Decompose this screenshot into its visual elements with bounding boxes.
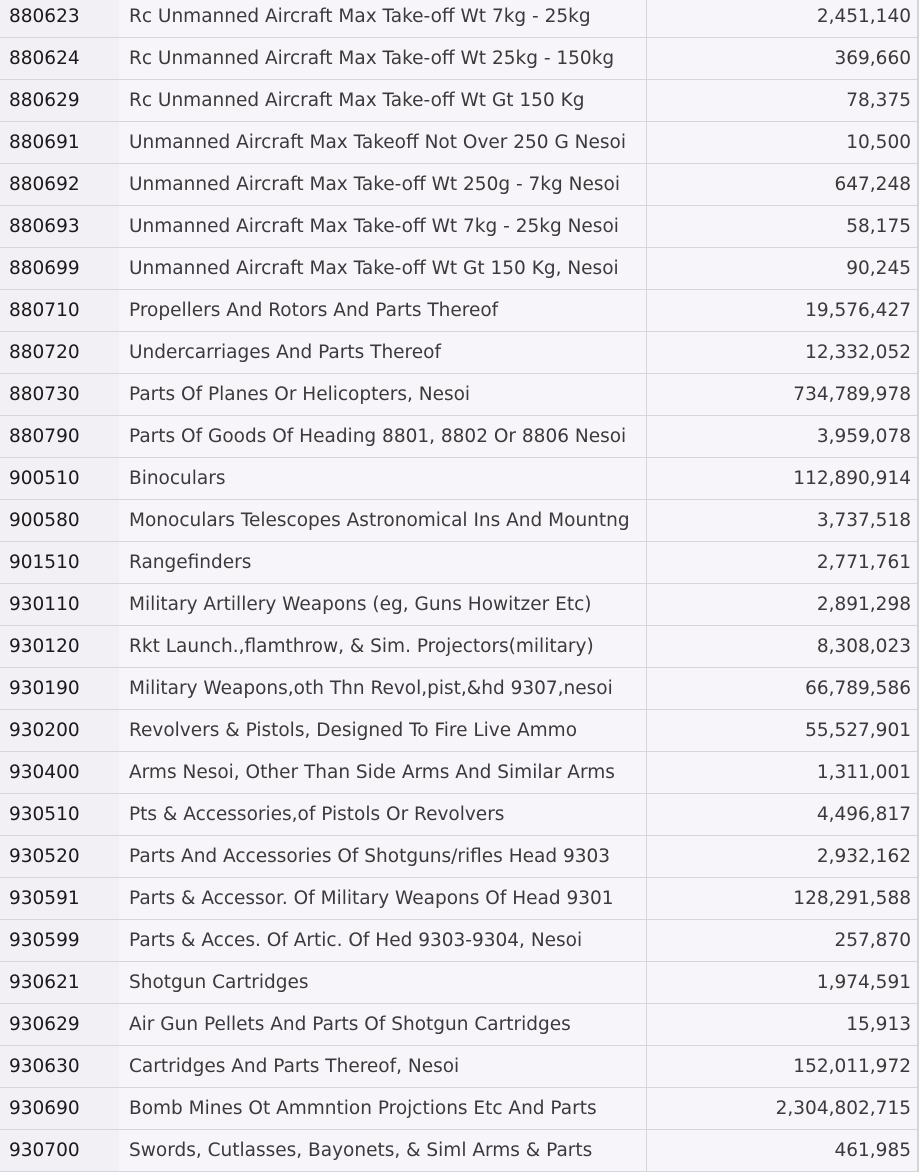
- description-cell: Unmanned Aircraft Max Take-off Wt 7kg - 25kg Nesoi: [119, 206, 647, 247]
- hs-code-cell: 880692: [0, 164, 119, 205]
- table-row: [0, 290, 917, 332]
- value-cell: 2,451,140: [647, 0, 917, 37]
- table-row: [0, 794, 917, 836]
- value-cell: 152,011,972: [647, 1046, 917, 1087]
- table-row: [0, 374, 917, 416]
- hs-code-cell: 930630: [0, 1046, 119, 1087]
- table-row: [0, 626, 917, 668]
- table-row: [0, 710, 917, 752]
- description-cell: Military Artillery Weapons (eg, Guns Howitzer Etc): [119, 584, 647, 625]
- value-cell: 8,308,023: [647, 626, 917, 667]
- hs-code-cell: 880720: [0, 332, 119, 373]
- hs-code-cell: 930599: [0, 920, 119, 961]
- table-row: [0, 38, 917, 80]
- table-row: [0, 332, 917, 374]
- description-cell: Parts & Accessor. Of Military Weapons Of Head 9301: [119, 878, 647, 919]
- table-row: [0, 920, 917, 962]
- table-row: [0, 836, 917, 878]
- description-cell: Rc Unmanned Aircraft Max Take-off Wt 25kg - 150kg: [119, 38, 647, 79]
- table-row: [0, 248, 917, 290]
- value-cell: 66,789,586: [647, 668, 917, 709]
- value-cell: 2,304,802,715: [647, 1088, 917, 1129]
- description-cell: Arms Nesoi, Other Than Side Arms And Similar Arms: [119, 752, 647, 793]
- table-row: [0, 458, 917, 500]
- description-cell: Rc Unmanned Aircraft Max Take-off Wt Gt 150 Kg: [119, 80, 647, 121]
- hs-code-cell: 901510: [0, 542, 119, 583]
- description-cell: Cartridges And Parts Thereof, Nesoi: [119, 1046, 647, 1087]
- hs-code-cell: 900510: [0, 458, 119, 499]
- table-row: [0, 584, 917, 626]
- description-cell: Undercarriages And Parts Thereof: [119, 332, 647, 373]
- hs-code-cell: 930690: [0, 1088, 119, 1129]
- value-cell: 2,771,761: [647, 542, 917, 583]
- value-cell: 10,500: [647, 122, 917, 163]
- hs-code-cell: 880790: [0, 416, 119, 457]
- description-cell: Monoculars Telescopes Astronomical Ins And Mountng: [119, 500, 647, 541]
- description-cell: Rkt Launch.,flamthrow, & Sim. Projectors(military): [119, 626, 647, 667]
- table-row: [0, 164, 917, 206]
- value-cell: 1,311,001: [647, 752, 917, 793]
- description-cell: Rangefinders: [119, 542, 647, 583]
- hs-code-cell: 930400: [0, 752, 119, 793]
- description-cell: Binoculars: [119, 458, 647, 499]
- value-cell: 2,891,298: [647, 584, 917, 625]
- table-row: [0, 878, 917, 920]
- hs-code-cell: 900580: [0, 500, 119, 541]
- value-cell: 19,576,427: [647, 290, 917, 331]
- hs-code-cell: 930520: [0, 836, 119, 877]
- hs-code-cell: 880629: [0, 80, 119, 121]
- hs-code-cell: 880699: [0, 248, 119, 289]
- description-cell: Propellers And Rotors And Parts Thereof: [119, 290, 647, 331]
- value-cell: 15,913: [647, 1004, 917, 1045]
- hs-code-cell: 930200: [0, 710, 119, 751]
- table-row: [0, 500, 917, 542]
- description-cell: Air Gun Pellets And Parts Of Shotgun Cartridges: [119, 1004, 647, 1045]
- value-cell: 647,248: [647, 164, 917, 205]
- description-cell: Unmanned Aircraft Max Take-off Wt Gt 150 Kg, Nesoi: [119, 248, 647, 289]
- hs-code-cell: 930629: [0, 1004, 119, 1045]
- table-row: [0, 0, 917, 38]
- table-row: [0, 206, 917, 248]
- table-row: [0, 542, 917, 584]
- value-cell: 128,291,588: [647, 878, 917, 919]
- value-cell: 1,974,591: [647, 962, 917, 1003]
- hs-code-cell: 880623: [0, 0, 119, 37]
- description-cell: Parts Of Goods Of Heading 8801, 8802 Or 8806 Nesoi: [119, 416, 647, 457]
- hs-code-cell: 930621: [0, 962, 119, 1003]
- value-cell: 55,527,901: [647, 710, 917, 751]
- value-cell: 78,375: [647, 80, 917, 121]
- description-cell: Parts Of Planes Or Helicopters, Nesoi: [119, 374, 647, 415]
- value-cell: 90,245: [647, 248, 917, 289]
- table-row: [0, 1046, 917, 1088]
- description-cell: Pts & Accessories,of Pistols Or Revolvers: [119, 794, 647, 835]
- value-cell: 257,870: [647, 920, 917, 961]
- value-cell: 112,890,914: [647, 458, 917, 499]
- hs-code-cell: 930110: [0, 584, 119, 625]
- description-cell: Parts And Accessories Of Shotguns/rifles Head 9303: [119, 836, 647, 877]
- table-row: [0, 416, 917, 458]
- value-cell: 58,175: [647, 206, 917, 247]
- hs-code-cell: 930591: [0, 878, 119, 919]
- value-cell: 461,985: [647, 1130, 917, 1171]
- value-cell: 3,959,078: [647, 416, 917, 457]
- description-cell: Swords, Cutlasses, Bayonets, & Siml Arms & Parts: [119, 1130, 647, 1171]
- description-cell: Parts & Acces. Of Artic. Of Hed 9303-9304, Nesoi: [119, 920, 647, 961]
- table-row: [0, 122, 917, 164]
- hs-code-cell: 880710: [0, 290, 119, 331]
- table-row: [0, 668, 917, 710]
- value-cell: 734,789,978: [647, 374, 917, 415]
- value-cell: 4,496,817: [647, 794, 917, 835]
- table-row: [0, 1004, 917, 1046]
- table-row: [0, 962, 917, 1004]
- value-cell: 2,932,162: [647, 836, 917, 877]
- table-row: [0, 80, 917, 122]
- table-row: [0, 1130, 917, 1172]
- hs-code-cell: 880691: [0, 122, 119, 163]
- hs-code-cell: 930700: [0, 1130, 119, 1171]
- value-cell: 3,737,518: [647, 500, 917, 541]
- hs-code-cell: 930190: [0, 668, 119, 709]
- description-cell: Rc Unmanned Aircraft Max Take-off Wt 7kg - 25kg: [119, 0, 647, 37]
- table-row: [0, 1088, 917, 1130]
- hs-code-cell: 930510: [0, 794, 119, 835]
- hs-code-cell: 880693: [0, 206, 119, 247]
- value-cell: 369,660: [647, 38, 917, 79]
- description-cell: Bomb Mines Ot Ammntion Projctions Etc And Parts: [119, 1088, 647, 1129]
- hs-code-cell: 930120: [0, 626, 119, 667]
- value-cell: 12,332,052: [647, 332, 917, 373]
- hs-code-cell: 880624: [0, 38, 119, 79]
- description-cell: Shotgun Cartridges: [119, 962, 647, 1003]
- description-cell: Unmanned Aircraft Max Take-off Wt 250g - 7kg Nesoi: [119, 164, 647, 205]
- table-row: [0, 752, 917, 794]
- description-cell: Revolvers & Pistols, Designed To Fire Live Ammo: [119, 710, 647, 751]
- description-cell: Unmanned Aircraft Max Takeoff Not Over 250 G Nesoi: [119, 122, 647, 163]
- hs-code-cell: 880730: [0, 374, 119, 415]
- description-cell: Military Weapons,oth Thn Revol,pist,&hd 9307,nesoi: [119, 668, 647, 709]
